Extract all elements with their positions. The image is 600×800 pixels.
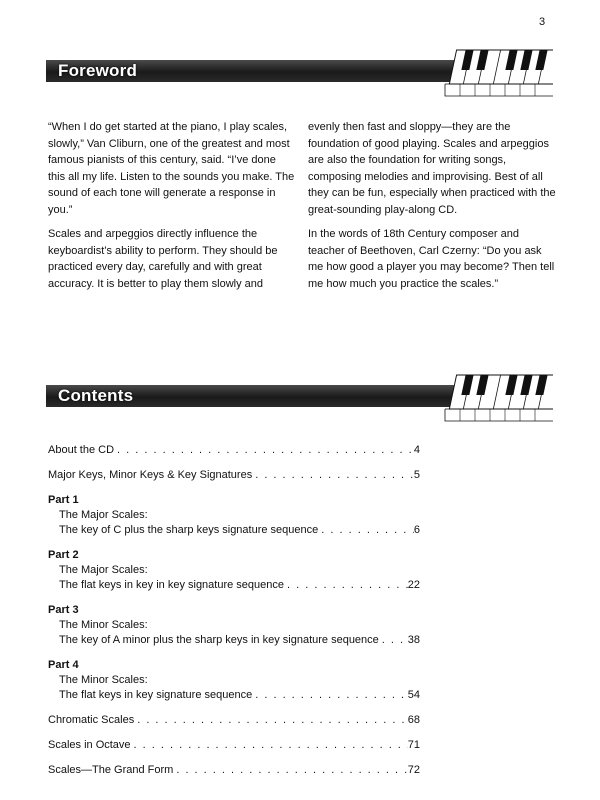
foreword-paragraph: Scales and arpeggios directly influence the keyboardist’s ability to perform. They should be practiced every day, carefully and with great accuracy. It is better to play them slowly and	[48, 228, 278, 290]
foreword-title: Foreword	[58, 61, 138, 80]
toc-entry[interactable]	[48, 523, 420, 538]
toc-entry-label: The flat keys in key signature sequence	[59, 689, 253, 701]
dot-leader	[114, 443, 414, 458]
dot-leader	[252, 468, 414, 483]
toc-entry-label: The flat keys in key in key signature sequence	[59, 579, 285, 591]
dot-leader	[318, 523, 414, 538]
foreword-paragraph: evenly then fast and sloppy—they are the foundation of good playing. Scales and arpeggios are also the foundation for writing songs, composing melodies and improvising. Best of all they can be fun, especially when practiced with the great-sounding play-along CD.	[308, 121, 556, 216]
toc-entry[interactable]	[48, 688, 420, 703]
piano-keyboard-icon	[403, 48, 553, 98]
toc-entry-page: 54	[407, 689, 420, 701]
contents-title: Contents	[58, 386, 134, 405]
toc-entry[interactable]	[48, 633, 420, 648]
toc-entry-page: 72	[407, 764, 420, 776]
toc-entry-label: The key of A minor plus the sharp keys in key signature sequence	[59, 634, 379, 646]
toc-entry-label: Chromatic Scales	[48, 714, 135, 726]
foreword-left-column	[48, 119, 296, 300]
toc-entry-page: 4	[413, 444, 420, 456]
dot-leader	[379, 633, 408, 648]
foreword-paragraph: In the words of 18th Century composer and teacher of Beethoven, Carl Czerny: “Do you ask me how good a player you may become? Then tell me how much you practice the scales.”	[308, 228, 555, 290]
toc-entry-page: 22	[407, 579, 420, 591]
toc-entry[interactable]	[48, 443, 420, 458]
table-of-contents	[48, 443, 420, 778]
foreword-paragraph: “When I do get started at the piano, I play scales, slowly,” Van Cliburn, one of the greatest and most famous pianists of this century, said. “I’ve done this all my life. Listen to the sounds you make. The sound of each tone will generate a response in you.”	[48, 121, 295, 216]
toc-entry[interactable]	[48, 578, 420, 593]
toc-entry[interactable]	[48, 763, 420, 778]
dot-leader	[173, 763, 407, 778]
toc-part-heading: Part 1	[48, 494, 79, 506]
toc-part-subtitle: The Major Scales:	[59, 509, 148, 521]
toc-part-subtitle: The Minor Scales:	[59, 674, 148, 686]
toc-entry-label: About the CD	[48, 444, 115, 456]
toc-entry-page: 68	[407, 714, 420, 726]
toc-entry-label: Scales in Octave	[48, 739, 131, 751]
toc-part-heading: Part 2	[48, 549, 79, 561]
toc-entry[interactable]	[48, 713, 420, 728]
page-number: 3	[539, 16, 546, 28]
dot-leader	[131, 738, 408, 753]
toc-entry-page: 71	[407, 739, 420, 751]
contents-banner	[46, 373, 552, 433]
toc-part-subtitle: The Minor Scales:	[59, 619, 148, 631]
toc-entry-page: 38	[407, 634, 420, 646]
toc-entry-label: Scales—The Grand Form	[48, 764, 174, 776]
toc-entry[interactable]	[48, 738, 420, 753]
dot-leader	[134, 713, 408, 728]
toc-entry-page: 5	[413, 469, 420, 481]
dot-leader	[252, 688, 408, 703]
foreword-right-column	[308, 119, 556, 300]
toc-part-subtitle: The Major Scales:	[59, 564, 148, 576]
toc-part-heading: Part 3	[48, 604, 79, 616]
toc-entry-label: Major Keys, Minor Keys & Key Signatures	[48, 469, 253, 481]
toc-entry[interactable]	[48, 468, 420, 483]
piano-keyboard-icon	[403, 373, 553, 423]
toc-entry-label: The key of C plus the sharp keys signature sequence	[59, 524, 319, 536]
toc-part-heading: Part 4	[48, 659, 79, 671]
toc-entry-page: 6	[413, 524, 420, 536]
foreword-banner	[46, 48, 552, 108]
dot-leader	[284, 578, 408, 593]
